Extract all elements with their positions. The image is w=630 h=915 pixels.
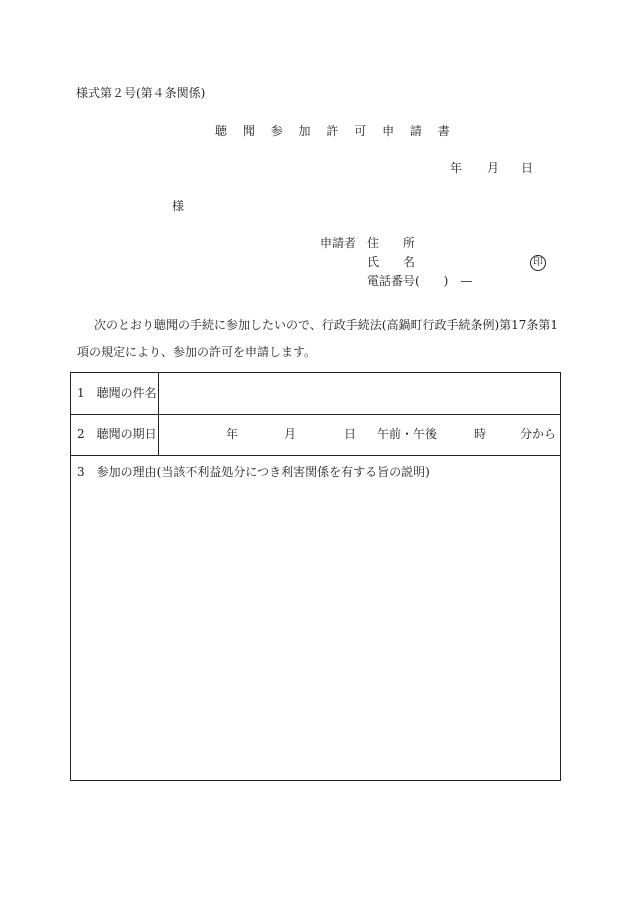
hearing-hour-label: 時 (474, 427, 487, 441)
table-row (71, 373, 560, 415)
hearing-year-label: 年 (226, 427, 239, 441)
title-char: 参 (270, 124, 283, 138)
title-char: 加 (298, 124, 311, 138)
title-char: 請 (409, 124, 422, 138)
hearing-date-label: 2 聴聞の期日 (71, 414, 159, 455)
document-title (215, 124, 450, 138)
addressee-suffix: 様 (172, 199, 185, 213)
date-day-label: 日 (521, 161, 534, 175)
date-year-label: 年 (450, 161, 463, 175)
seal-mark: 印 (530, 255, 546, 271)
title-char: 許 (326, 124, 339, 138)
title-char: 聞 (242, 124, 255, 138)
hearing-day-label: 日 (344, 427, 357, 441)
date-month-label: 月 (487, 161, 500, 175)
applicant-label: 申請者 (320, 236, 357, 250)
phone-label: 電話番号( ) — (367, 274, 473, 288)
form-number: 様式第２号(第４条関係) (76, 86, 206, 100)
name-label: 氏 名 (367, 255, 416, 269)
hearing-minute-label: 分から (520, 427, 557, 441)
hearing-month-label: 月 (284, 427, 297, 441)
table-row (71, 414, 560, 456)
title-char: 申 (382, 124, 395, 138)
title-char: 書 (437, 124, 450, 138)
hearing-ampm-label: 午前・午後 (377, 427, 438, 441)
body-text-line-2: 項の規定により、参加の許可を申請します。 (77, 345, 317, 359)
hearing-subject-label: 1 聴聞の件名 (71, 373, 159, 414)
application-table (70, 372, 561, 781)
address-label: 住 所 (367, 236, 416, 250)
title-char: 聴 (215, 124, 228, 138)
participation-reason-label: 3 参加の理由(当該不利益処分につき利害関係を有する旨の説明) (77, 465, 430, 479)
body-text-line-1: 次のとおり聴聞の手続に参加したいので、行政手続法(高鍋町行政手続条例)第17条第1 (94, 318, 559, 332)
title-char: 可 (354, 124, 367, 138)
